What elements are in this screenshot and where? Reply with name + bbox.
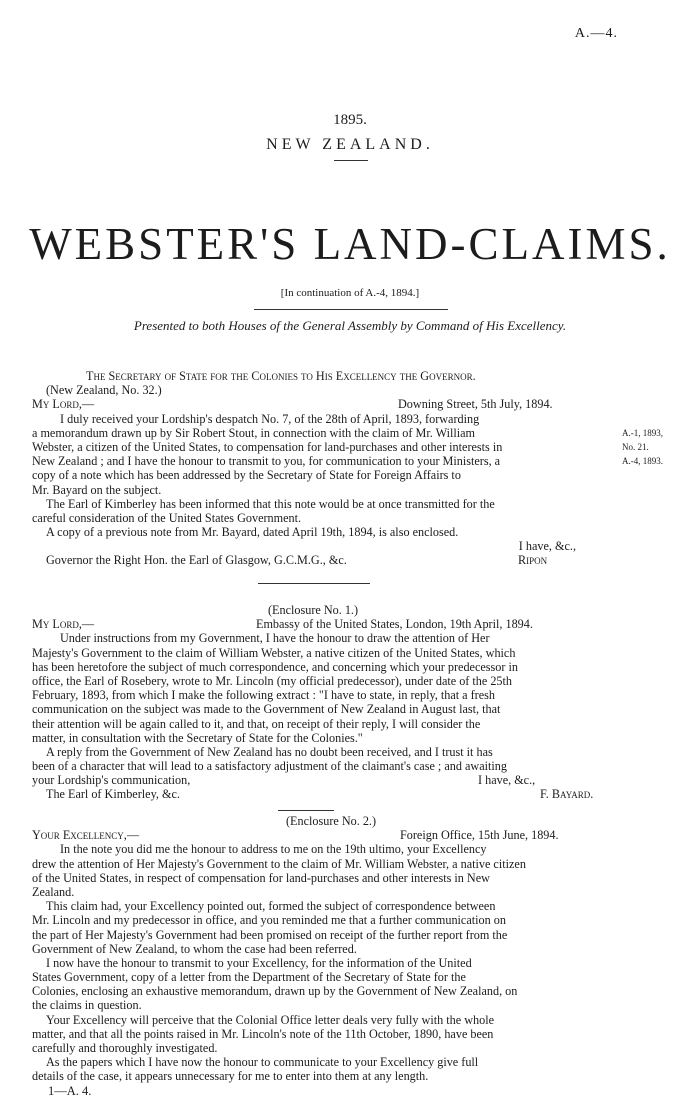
paragraph-line: matter, and that all the points raised in Mr. Lincoln's note of the 11th October, 1890, have been [32,1026,494,1041]
paragraph-line: A copy of a previous note from Mr. Bayard, dated April 19th, 1894, is also enclosed. [46,525,459,540]
letter-heading: The Secretary of State for the Colonies to His Excellency the Governor. [86,369,476,383]
paragraph-line: Under instructions from my Government, I have the honour to draw the attention of Her [60,631,490,646]
margin-note: No. 21. [622,442,649,452]
paragraph-line: Mr. Lincoln and my predecessor in office, and you reminded me that a further communication on [32,913,506,928]
salutation: Your Excellency,— [32,828,140,843]
paragraph-line: your Lordship's communication, [32,773,191,788]
paragraph-line: a memorandum drawn up by Sir Robert Stout, in connection with the claim of Mr. William [32,425,476,440]
paragraph-line: I duly received your Lordship's despatch No. 7, of the 28th of April, 1893, forwarding [60,411,480,426]
paragraph-line: Majesty's Government to the claim of William Webster, a native citizen of the United States, which [32,645,516,660]
letter-secretary-of-state [32,369,620,568]
page-subtitle: [In continuation of A.-4, 1894.] [280,287,420,299]
paragraph-line: Mr. Bayard on the subject. [32,482,162,497]
paragraph-line: Webster, a citizen of the United States, to compensation for land-purchases and other interests in [32,439,503,454]
closing: I have, &c., [478,773,536,788]
paragraph-line: Government of New Zealand, to whom the case had been referred. [32,941,357,956]
paragraph-line: details of the case, it appears unnecessary for me to enter into them at any length. [32,1069,429,1084]
paragraph-line: A reply from the Government of New Zealand has no doubt been received, and I trust it has [46,744,493,759]
paragraph-line: communication on the subject was made to the Government of New Zealand in August last, that [32,702,501,717]
paragraph-line: drew the attention of Her Majesty's Government to the claim of Mr. William Webster, a native citizen [32,856,526,871]
divider [334,160,368,161]
addressee: The Earl of Kimberley, &c. [46,787,180,802]
enclosure-1 [32,603,620,802]
salutation: My Lord,— [32,397,95,412]
margin-note: A.-1, 1893, [622,428,663,438]
paragraph-line: carefully and thoroughly investigated. [32,1041,218,1055]
salutation: My Lord,— [32,617,95,632]
letter-reference: (New Zealand, No. 32.) [46,383,162,398]
signature: Ripon [518,553,548,568]
paragraph-line: Colonies, enclosing an exhaustive memorandum, drawn up by the Government of New Zealand, on [32,984,518,999]
paragraph-line: their attention will be again called to it, and that, on receipt of their reply, I will consider the [32,716,481,731]
paragraph-line: careful consideration of the United States Government. [32,510,302,525]
paragraph-line: been of a character that will lead to a satisfactory adjustment of the claimant's case ; and awaiting [32,759,507,774]
signature: F. Bayard. [540,787,594,802]
paragraph-line: New Zealand ; and I have the honour to transmit to you, for communication to your Ministers, a [32,454,501,469]
paragraph-line: Your Excellency will perceive that the Colonial Office letter deals very fully with the whole [46,1012,494,1027]
page-reference: A.—4. [574,26,618,41]
paragraph-line: office, the Earl of Rosebery, wrote to Mr. Lincoln (my official predecessor), under date of the 25th [32,673,513,688]
document-country: NEW ZEALAND. [266,136,434,153]
paragraph-line: the claims in question. [32,998,142,1013]
closing: I have, &c., [518,539,576,554]
presented-line: Presented to both Houses of the General Assembly by Command of His Excellency. [133,318,567,333]
document-year: 1895. [333,112,367,128]
page-footer: 1—A. 4. [48,1084,92,1098]
place-date: Foreign Office, 15th June, 1894. [400,828,559,843]
paragraph-line: February, 1893, from which I make the following extract : "I have to state, in reply, that a fresh [32,688,495,703]
page-title: WEBSTER'S LAND-CLAIMS. [29,219,671,269]
divider [254,309,448,310]
paragraph-line: I now have the honour to transmit to your Excellency, for the information of the United [46,955,472,970]
paragraph-line: States Government, copy of a letter from the Department of the Secretary of State for the [32,970,466,985]
margin-note: A.-4, 1893. [622,456,663,466]
enclosure-heading: (Enclosure No. 2.) [286,814,377,828]
paragraph-line: has been heretofore the subject of much correspondence, and concerning which your predecessor in [32,659,518,674]
paragraph-line: copy of a note which has been addressed by the Secretary of State for Foreign Affairs to [32,468,461,483]
place-date: Downing Street, 5th July, 1894. [398,397,553,412]
paragraph-line: of the United States, in respect of compensation for land-purchases and other interests in New [32,870,490,885]
divider [278,810,334,811]
divider [258,583,370,584]
place-date: Embassy of the United States, London, 19th April, 1894. [256,617,533,632]
addressee: Governor the Right Hon. the Earl of Glasgow, G.C.M.G., &c. [46,553,347,568]
paragraph-line: the part of Her Majesty's Government had been promised on receipt of the further report from the [32,927,508,942]
paragraph-line: As the papers which I have now the honour to communicate to your Excellency give full [46,1055,479,1070]
enclosure-2 [32,814,620,1084]
paragraph-line: The Earl of Kimberley has been informed that this note would be at once transmitted for the [46,496,495,511]
enclosure-heading: (Enclosure No. 1.) [268,603,359,617]
paragraph-line: matter, in consultation with the Secretary of State for the Colonies." [32,730,363,745]
paragraph-line: Zealand. [32,884,75,899]
paragraph-line: In the note you did me the honour to address to me on the 19th ultimo, your Excellency [60,842,487,857]
paragraph-line: This claim had, your Excellency pointed out, formed the subject of correspondence between [46,899,496,914]
